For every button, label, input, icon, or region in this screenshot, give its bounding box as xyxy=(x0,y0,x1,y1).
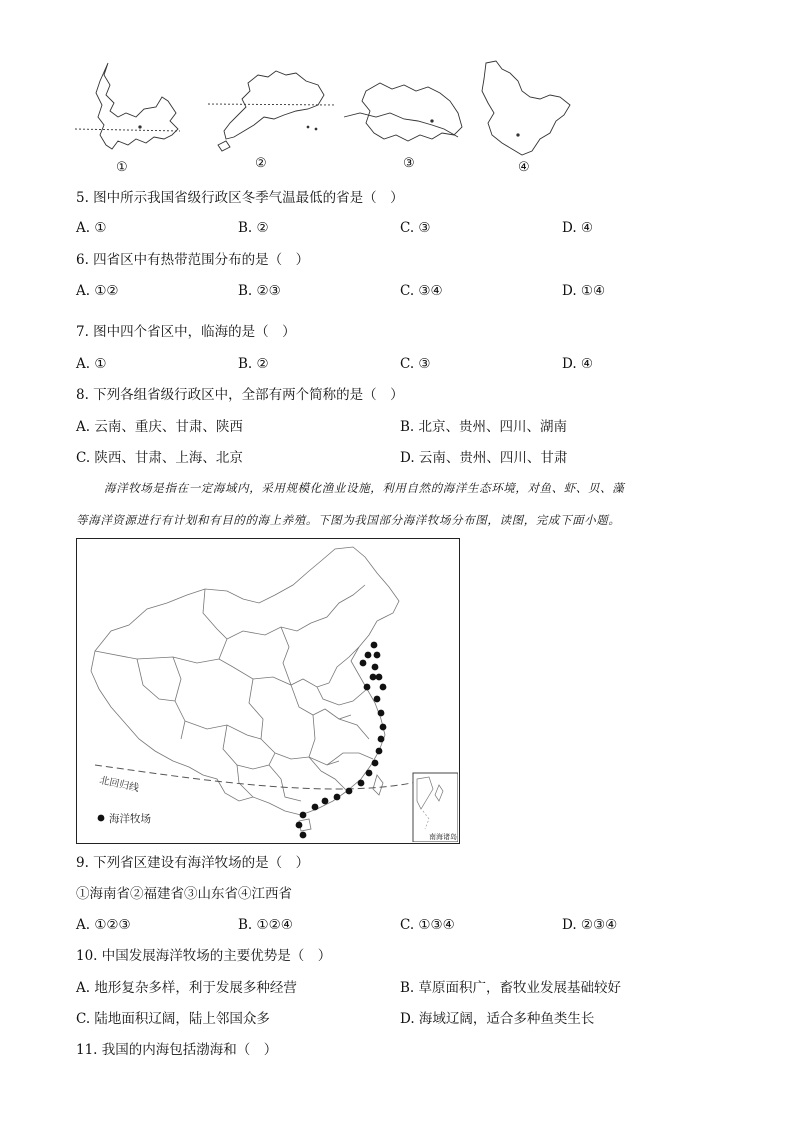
province-map-2 xyxy=(208,71,336,151)
q8-option-c[interactable]: C. 陕西、甘肃、上海、北京 xyxy=(76,450,243,466)
q10-option-d[interactable]: D. 海域辽阔，适合多种鱼类生长 xyxy=(400,1011,595,1027)
province-maps xyxy=(70,55,590,180)
question-5-stem: 5. 图中所示我国省级行政区冬季气温最低的省是（ ） xyxy=(76,190,404,206)
q9-option-a[interactable]: A. ①②③ xyxy=(76,917,131,933)
marine-ranch-dot xyxy=(334,794,341,801)
map-label-4: ④ xyxy=(518,160,530,175)
q5-option-b[interactable]: B. ② xyxy=(238,220,269,236)
legend-label: 海洋牧场 xyxy=(109,813,151,825)
q10-option-c[interactable]: C. 陆地面积辽阔，陆上邻国众多 xyxy=(76,1011,270,1027)
marine-ranch-dot xyxy=(370,674,377,681)
q10-option-a[interactable]: A. 地形复杂多样，利于发展多种经营 xyxy=(76,980,297,996)
china-map-svg xyxy=(77,539,458,842)
marine-ranch-dot xyxy=(378,710,385,717)
marine-ranch-dot xyxy=(300,832,307,839)
marine-ranch-dot xyxy=(374,696,381,703)
q7-option-b[interactable]: B. ② xyxy=(238,356,269,372)
marine-ranch-dot xyxy=(380,684,387,691)
q6-option-c[interactable]: C. ③④ xyxy=(400,283,443,299)
question-8-stem: 8. 下列各组省级行政区中，全部有两个简称的是（ ） xyxy=(76,387,404,403)
province-maps-row xyxy=(70,55,590,180)
marine-ranch-dot xyxy=(374,652,381,659)
marine-ranch-dot xyxy=(371,642,378,649)
marine-ranch-dot xyxy=(372,664,379,671)
passage-line-2: 等海洋资源进行有计划和有目的的海上养殖。下图为我国部分海洋牧场分布图，读图，完成下面小题。 xyxy=(76,513,621,527)
q7-option-d[interactable]: D. ④ xyxy=(562,356,594,372)
question-9-sub: ①海南省②福建省③山东省④江西省 xyxy=(76,886,292,902)
province-map-4 xyxy=(482,61,570,155)
map-label-3: ③ xyxy=(403,156,415,171)
tropic-label: 北回归线 xyxy=(98,775,140,795)
question-11-stem: 11. 我国的内海包括渤海和（ ） xyxy=(76,1042,278,1058)
marine-ranch-dot xyxy=(376,748,383,755)
q8-option-b[interactable]: B. 北京、贵州、四川、湖南 xyxy=(400,419,568,435)
province-map-1 xyxy=(75,63,180,149)
marine-ranch-dot xyxy=(372,760,379,767)
marine-ranch-dot xyxy=(300,812,307,819)
question-6-stem: 6. 四省区中有热带范围分布的是（ ） xyxy=(76,252,310,268)
inset-label: 南海诸岛 xyxy=(429,833,457,841)
legend-dot xyxy=(98,815,105,822)
marine-ranch-dot xyxy=(296,822,303,829)
question-10-stem: 10. 中国发展海洋牧场的主要优势是（ ） xyxy=(76,948,332,964)
marine-ranch-dot xyxy=(358,780,365,787)
south-china-sea-inset xyxy=(413,773,458,842)
marine-ranch-dot xyxy=(360,660,367,667)
passage-line-1: 海洋牧场是指在一定海域内，采用规模化渔业设施，利用自然的海洋生态环境，对鱼、虾、贝、藻 xyxy=(104,481,625,495)
map-label-1: ① xyxy=(116,160,128,175)
q5-option-a[interactable]: A. ① xyxy=(76,220,107,236)
q8-option-d[interactable]: D. 云南、贵州、四川、甘肃 xyxy=(400,450,568,466)
q9-option-b[interactable]: B. ①②④ xyxy=(238,917,293,933)
marine-ranch-dot xyxy=(366,770,373,777)
marine-ranch-map xyxy=(76,538,460,844)
q6-option-d[interactable]: D. ①④ xyxy=(562,283,606,299)
china-outline xyxy=(91,547,399,815)
q5-option-d[interactable]: D. ④ xyxy=(562,220,594,236)
question-7-stem: 7. 图中四个省区中，临海的是（ ） xyxy=(76,324,296,340)
marine-ranch-dot xyxy=(364,684,371,691)
q9-option-d[interactable]: D. ②③④ xyxy=(562,917,618,933)
marine-ranch-dot xyxy=(322,798,329,805)
province-map-3 xyxy=(344,83,462,141)
q7-option-c[interactable]: C. ③ xyxy=(400,356,431,372)
marine-ranch-dot xyxy=(346,788,353,795)
q7-option-a[interactable]: A. ① xyxy=(76,356,107,372)
marine-ranch-dot xyxy=(376,674,383,681)
marine-ranch-dot xyxy=(312,804,319,811)
marine-ranch-dot xyxy=(378,736,385,743)
q10-option-b[interactable]: B. 草原面积广，畜牧业发展基础较好 xyxy=(400,980,622,996)
map-label-2: ② xyxy=(255,156,267,171)
marine-ranch-dots xyxy=(296,642,387,839)
q8-option-a[interactable]: A. 云南、重庆、甘肃、陕西 xyxy=(76,419,243,435)
q9-option-c[interactable]: C. ①③④ xyxy=(400,917,455,933)
q6-option-b[interactable]: B. ②③ xyxy=(238,283,281,299)
q5-option-c[interactable]: C. ③ xyxy=(400,220,431,236)
q6-option-a[interactable]: A. ①② xyxy=(76,283,119,299)
question-9-stem: 9. 下列省区建设有海洋牧场的是（ ） xyxy=(76,855,310,871)
marine-ranch-dot xyxy=(380,724,387,731)
marine-ranch-dot xyxy=(365,652,372,659)
